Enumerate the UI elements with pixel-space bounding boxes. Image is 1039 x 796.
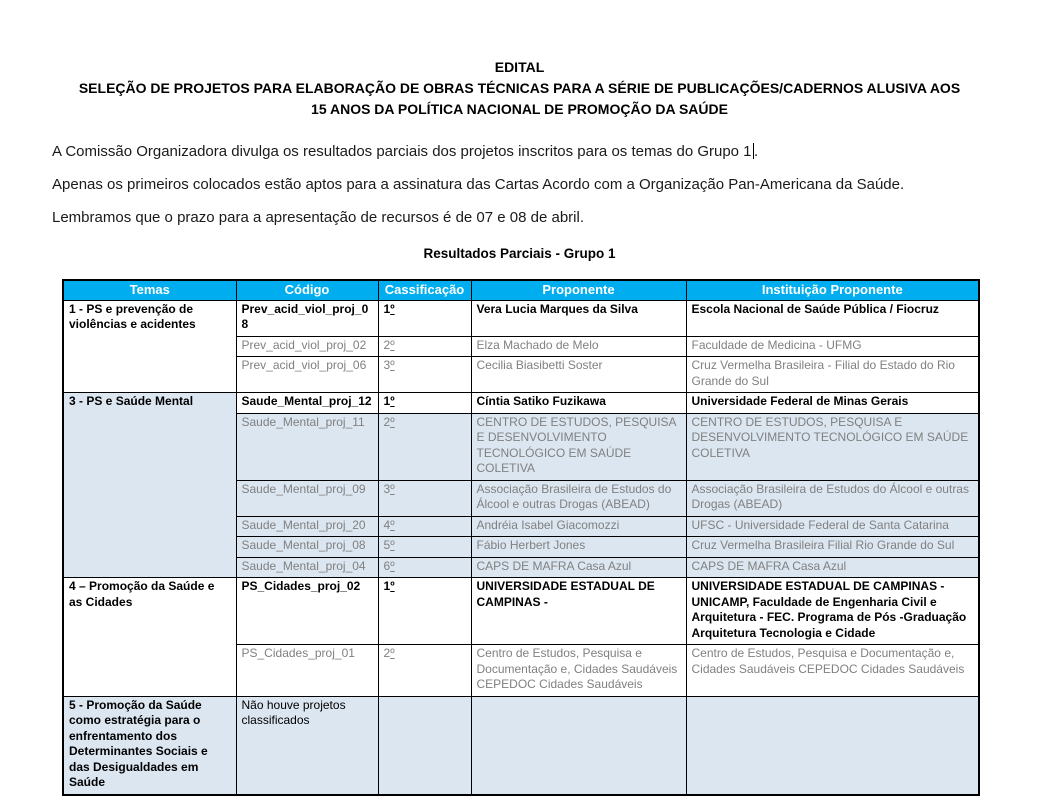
cell-classificacao: 1º bbox=[378, 300, 471, 336]
cell-proponente: Associação Brasileira de Estudos do Álcool e outras Drogas (ABEAD) bbox=[471, 480, 686, 516]
cell-proponente: UNIVERSIDADE ESTADUAL DE CAMPINAS - bbox=[471, 578, 686, 645]
table-header-row bbox=[63, 280, 979, 300]
cell-instituicao: UNIVERSIDADE ESTADUAL DE CAMPINAS - UNICAMP, Faculdade de Engenharia Civil e Arquitetura - FEC. Programa de Pós -Graduação Arquitetura Tecnologia e Cidade bbox=[686, 578, 979, 645]
cell-codigo: Saude_Mental_proj_12 bbox=[236, 393, 378, 414]
cell-proponente: Centro de Estudos, Pesquisa e Documentação e, Cidades Saudáveis CEPEDOC Cidades Saudáveis bbox=[471, 645, 686, 697]
cell-instituicao: UFSC - Universidade Federal de Santa Catarina bbox=[686, 516, 979, 537]
cell-codigo: PS_Cidades_proj_02 bbox=[236, 578, 378, 645]
cell-instituicao bbox=[686, 696, 979, 795]
table-row bbox=[63, 393, 979, 414]
title-line-1: EDITAL bbox=[494, 59, 545, 75]
col-header-codigo: Código bbox=[236, 280, 378, 300]
cell-tema: 3 - PS e Saúde Mental bbox=[63, 393, 236, 578]
cell-proponente: Fábio Herbert Jones bbox=[471, 537, 686, 558]
cell-instituicao: CENTRO DE ESTUDOS, PESQUISA E DESENVOLVIMENTO TECNOLÓGICO EM SAÚDE COLETIVA bbox=[686, 413, 979, 480]
col-header-temas: Temas bbox=[63, 280, 236, 300]
cell-classificacao: 6º bbox=[378, 557, 471, 578]
col-header-classificacao: Cassificação bbox=[378, 280, 471, 300]
cell-proponente: Vera Lucia Marques da Silva bbox=[471, 300, 686, 336]
cell-codigo: Saude_Mental_proj_08 bbox=[236, 537, 378, 558]
paragraph-text: . bbox=[754, 143, 759, 160]
title-line-3: 15 ANOS DA POLÍTICA NACIONAL DE PROMOÇÃO DA SAÚDE bbox=[311, 101, 728, 117]
cell-classificacao: 1º bbox=[378, 578, 471, 645]
body-paragraphs bbox=[52, 142, 992, 227]
table-row bbox=[63, 300, 979, 336]
cell-codigo: Prev_acid_viol_proj_02 bbox=[236, 336, 378, 357]
cell-tema: 4 – Promoção da Saúde e as Cidades bbox=[63, 578, 236, 697]
cell-classificacao bbox=[378, 696, 471, 795]
cell-instituicao: Associação Brasileira de Estudos do Álcool e outras Drogas (ABEAD) bbox=[686, 480, 979, 516]
cell-classificacao: 3º bbox=[378, 480, 471, 516]
cell-codigo: Saude_Mental_proj_04 bbox=[236, 557, 378, 578]
cell-instituicao: Centro de Estudos, Pesquisa e Documentação e, Cidades Saudáveis CEPEDOC Cidades Saudáveis bbox=[686, 645, 979, 697]
paragraph-text: A Comissão Organizadora divulga os resultados parciais dos projetos inscritos para os temas do Grupo 1 bbox=[52, 143, 752, 160]
paragraph-prazo-recursos: Lembramos que o prazo para a apresentação de recursos é de 07 e 08 de abril. bbox=[52, 209, 585, 226]
cell-proponente: CAPS DE MAFRA Casa Azul bbox=[471, 557, 686, 578]
cell-instituicao: CAPS DE MAFRA Casa Azul bbox=[686, 557, 979, 578]
col-header-instituicao: Instituição Proponente bbox=[686, 280, 979, 300]
col-header-proponente: Proponente bbox=[471, 280, 686, 300]
results-table bbox=[62, 279, 980, 796]
cell-proponente: Andréia Isabel Giacomozzi bbox=[471, 516, 686, 537]
paragraph-cartas-acordo: Apenas os primeiros colocados estão aptos para a assinatura das Cartas Acordo com a Organização Pan-Americana da Saúde. bbox=[52, 176, 905, 193]
cell-proponente: CENTRO DE ESTUDOS, PESQUISA E DESENVOLVIMENTO TECNOLÓGICO EM SAÚDE COLETIVA bbox=[471, 413, 686, 480]
cell-classificacao: 2º bbox=[378, 413, 471, 480]
cell-codigo: Prev_acid_viol_proj_06 bbox=[236, 357, 378, 393]
document-title bbox=[0, 57, 1039, 120]
cell-instituicao: Escola Nacional de Saúde Pública / Fiocruz bbox=[686, 300, 979, 336]
cell-classificacao: 2º bbox=[378, 336, 471, 357]
cell-codigo: Prev_acid_viol_proj_08 bbox=[236, 300, 378, 336]
cell-codigo: Saude_Mental_proj_09 bbox=[236, 480, 378, 516]
table-row bbox=[63, 696, 979, 795]
cell-codigo: Saude_Mental_proj_11 bbox=[236, 413, 378, 480]
cell-tema: 1 - PS e prevenção de violências e acidentes bbox=[63, 300, 236, 393]
table-row bbox=[63, 578, 979, 645]
cell-instituicao: Cruz Vermelha Brasileira - Filial do Estado do Rio Grande do Sul bbox=[686, 357, 979, 393]
cell-proponente bbox=[471, 696, 686, 795]
cell-instituicao: Faculdade de Medicina - UFMG bbox=[686, 336, 979, 357]
cell-classificacao: 2º bbox=[378, 645, 471, 697]
cell-proponente: Cíntia Satiko Fuzikawa bbox=[471, 393, 686, 414]
title-line-2: SELEÇÃO DE PROJETOS PARA ELABORAÇÃO DE OBRAS TÉCNICAS PARA A SÉRIE DE PUBLICAÇÕES/CADERNOS ALUSIVA AOS bbox=[78, 80, 961, 96]
cell-classificacao: 3º bbox=[378, 357, 471, 393]
cell-classificacao: 4º bbox=[378, 516, 471, 537]
cell-proponente: Elza Machado de Melo bbox=[471, 336, 686, 357]
cell-classificacao: 1º bbox=[378, 393, 471, 414]
cell-codigo: Não houve projetos classificados bbox=[236, 696, 378, 795]
cell-proponente: Cecilia Biasibetti Soster bbox=[471, 357, 686, 393]
cell-instituicao: Universidade Federal de Minas Gerais bbox=[686, 393, 979, 414]
cell-codigo: PS_Cidades_proj_01 bbox=[236, 645, 378, 697]
cell-classificacao: 5º bbox=[378, 537, 471, 558]
cell-codigo: Saude_Mental_proj_20 bbox=[236, 516, 378, 537]
paragraph-results-announcement bbox=[52, 142, 992, 161]
cell-tema: 5 - Promoção da Saúde como estratégia para o enfrentamento dos Determinantes Sociais e das Desigualdades em Saúde bbox=[63, 696, 236, 795]
cell-instituicao: Cruz Vermelha Brasileira Filial Rio Grande do Sul bbox=[686, 537, 979, 558]
table-title: Resultados Parciais - Grupo 1 bbox=[423, 246, 616, 261]
